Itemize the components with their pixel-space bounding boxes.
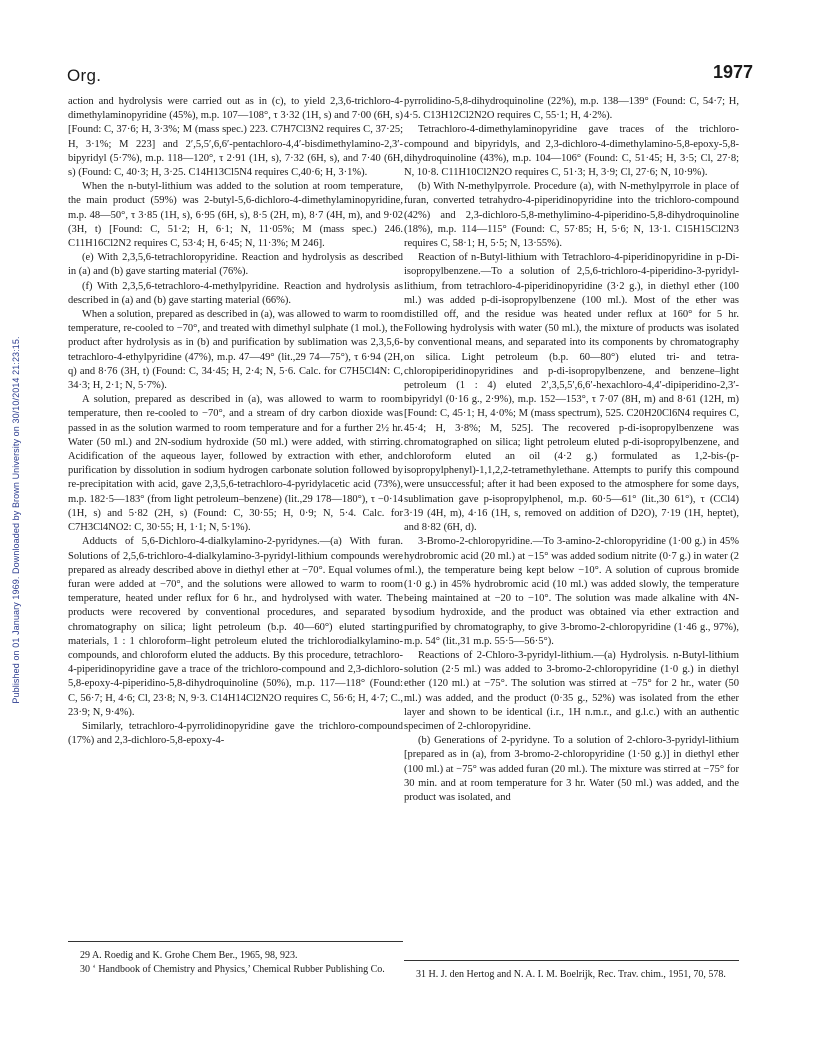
footnote: 29 A. Roedig and K. Grohe Chem Ber., 1965, 98, 923. — [80, 950, 298, 961]
paragraph: (f) With 2,3,5,6-tetrachloro-4-methylpyridine. Reaction and hydrolysis as described in (a) and (b) gave starting material (66%). — [68, 280, 403, 306]
footnote: 31 H. J. den Hertog and N. A. I. M. Boelrijk, Rec. Trav. chim., 1951, 70, 578. — [416, 969, 726, 980]
download-watermark — [8, 130, 24, 910]
right-column — [404, 95, 739, 955]
paragraph: 3-Bromo-2-chloropyridine.—To 3-amino-2-chloropyridine (1·00 g.) in 45% hydrobromic acid (20 ml.) at −15° was added sodium nitrite (0·7 g.) in water (2 ml.), the temperature being kept below −10°. A solution of cuprous bromide (1·0 g.) in 45% hydrobromic acid (10 ml.) was added slowly, the temperature being maintained at −20 to −10°. The solution was made alkaline with 4N-sodium hydroxide, and the product was obtained via ether extraction and purified by chromatography, to give 3-bromo-2-chloropyridine (1·46 g., 97%), m.p. 54° (lit.,31 m.p. 55·5—56·5°). — [404, 536, 739, 647]
paragraph: (b) With N-methylpyrrole. Procedure (a), with N-methylpyrrole in place of furan, converted tetrahydro-4-piperidinopyridine into the trichloro-compound (42%) and 2,3-dichloro-5,8-methylimino-4-piperidino-5,8-dihydroquinoline (18%), m.p. 114—115° (Found: C, 57·85; H, 5·6; N, 13·1. C15H15Cl2N3 requires C, 58·1; H, 5·5; N, 13·55%). — [404, 181, 739, 250]
running-head: Org. — [67, 66, 102, 85]
paragraph: Reaction of n-Butyl-lithium with Tetrachloro-4-piperidinopyridine in p-Di-isopropylbenzene.—To a solution of 2,5,6-trichloro-4-piperidino-3-pyridyl-lithium, from tetrachloro-4-piperidinopyridine (3·2 g.), in diethyl ether (100 ml.) was added p-di-isopropylbenzene (100 ml.). Most of the ether was distilled off, and the residue was heated under reflux at 160° for 5 hr. Following hydrolysis with water (50 ml.), the mixture of products was isolated by conventional means, and separated into its components by chromatography on silica. Light petroleum (b.p. 60—80°) eluted tri- and tetra-chloropiperidinopyridines and p-di-isopropylbenzene, and benzene–light petroleum (1 : 4) eluted 2′,3,5,5′,6,6′-hexachloro-4,4′-dipiperidino-2,3′-bipyridyl (0·16 g., 2·9%), m.p. 152—153°, τ 7·07 (8H, m) and 8·61 (12H, m) [Found: C, 45·1; H, 4·0%; M (mass spectrum), 525. C20H20Cl6N4 requires C, 45·4; H, 3·8%; M, 525]. The recovered p-di-isopropylbenzene was chromatographed on silica; light petroleum eluted p-di-isopropylbenzene, and chloroform eluted an oil (4·2 g.) formulated as 1,2-bis-(p-isopropylphenyl)-1,1,2,2-tetramethylethane. Attempts to purify this compound were unsuccessful; after it had been exposed to the atmosphere for some days, sublimation gave p-isopropylphenol, m.p. 60·5—61° (lit.,30 61°), τ (CCl4) 3·19 (4H, m), 4·16 (1H, s, removed on addition of D2O), 7·19 (1H, heptet), and 8·82 (6H, d). — [404, 252, 739, 534]
footnote: 30 ‘ Handbook of Chemistry and Physics,’ Chemical Rubber Publishing Co. — [80, 964, 385, 975]
paragraph: Tetrachloro-4-dimethylaminopyridine gave traces of the trichloro-compound and bipyridyls, and 2,3-dichloro-4-dimethylamino-5,8-epoxy-5,8-dihydroquinoline (43%), m.p. 104—106° (Found: C, 51·45; H, 3·5; Cl, 27·8; N, 10·8. C11H10Cl2N2O requires C, 51·3; H, 3·9; Cl, 27·6; N, 10·9%). — [404, 124, 739, 179]
left-column — [68, 95, 403, 935]
paragraph: (b) Generations of 2-pyridyne. To a solution of 2-chloro-3-pyridyl-lithium [prepared as in (a), from 3-bromo-2-chloropyridine (1·50 g.)] in diethyl ether (100 ml.) at −75° was added furan (20 ml.). The mixture was stirred at −75° for 30 min. and at room temperature for 3 hr. Water (50 ml.) was added, and the product was isolated, and — [404, 735, 739, 803]
download-notice: Published on 01 January 1969. Downloaded by Brown University on 30/10/2014 21:23:15. — [11, 336, 21, 704]
footnotes-right — [404, 960, 739, 982]
footnotes-left — [68, 941, 403, 977]
paragraph: action and hydrolysis were carried out as in (c), to yield 2,3,6-trichloro-4-dimethylaminopyridine (45%), m.p. 107—108°, τ 3·32 (1H, s) and 7·00 (6H, s) [Found: C, 37·6; H, 3·3%; M (mass spec.) 223. C7H7Cl3N2 requires C, 37·25; H, 3·1%; M 223] and 2′,5,5′,6,6′-pentachloro-4,4′-bisdimethylamino-2,3′-bipyridyl (5·7%), m.p. 118—120°, τ 2·91 (1H, s), 7·32 (6H, s), and 7·40 (6H, s) (Found: C, 40·3; H, 3·25. C14H13Cl5N4 requires C,40·6; H, 3·1%). — [68, 96, 403, 179]
paragraph: Adducts of 5,6-Dichloro-4-dialkylamino-2-pyridynes.—(a) With furan. Solutions of 2,5,6-trichloro-4-dialkylamino-3-pyridyl-lithium compounds were prepared as already described above in diethyl ether at −70°. Equal volumes of furan were added at −70°, and the solutions were allowed to warm to room temperature, heated under reflux for 6 hr., and hydrolysed with water. The products were recovered by conventional procedures, and separated by chromatography on silica; light petroleum (b.p. 40—60°) eluted starting materials, 1 : 1 chloroform–light petroleum eluted the trichlorodialkylamino-compounds, and chloroform eluted the adducts. By this procedure, tetrachloro-4-piperidinopyridine gave a trace of the trichloro-compound and 2,3-dichloro-5,8-epoxy-4-piperidino-5,8-dihydroquinoline (50%), m.p. 117—118° (Found: C, 56·7; H, 4·6; Cl, 23·8; N, 9·3. C14H14Cl2N2O requires C, 56·6; H, 4·7; C., 23·9; N, 9·4%). — [68, 536, 403, 718]
paragraph: (e) With 2,3,5,6-tetrachloropyridine. Reaction and hydrolysis as described in (a) and (b) gave starting material (76%). — [68, 252, 403, 278]
paragraph: Reactions of 2-Chloro-3-pyridyl-lithium.—(a) Hydrolysis. n-Butyl-lithium solution (2·5 ml.) was added to 3-bromo-2-chloropyridine (1·0 g.) in diethyl ether (120 ml.) at −75°. The solution was stirred at −75° for 2 hr., water (50 ml.) was added, and the product (0·35 g., 52%) was isolated from the ether layer and shown to be identical (i.r., 1H n.m.r., and g.l.c.) with an authentic specimen of 2-chloropyridine. — [404, 649, 739, 732]
paragraph: A solution, prepared as described in (a), was allowed to warm to room temperature, then re-cooled to −70°, and a stream of dry carbon dioxide was passed in as the solution warmed to room temperature and for a further 2½ hr. Water (50 ml.) and 2N-sodium hydroxide (50 ml.) were added, with stirring. Acidification of the aqueous layer, followed by extraction with ether, and purification by dissolution in sodium hydrogen carbonate solution followed by re-precipitation with acid, gave 2,3,5,6-tetrachloro-4-pyridylacetic acid (73%), m.p. 182·5—183° (from light petroleum–benzene) (lit.,29 178—180°), τ −0·14 (1H, s) and 5·82 (2H, s) (Found: C, 30·55; H, 0·9; N, 5·4. Calc. for C7H3Cl4NO2: C, 30·55; H, 1·1; N, 5·1%). — [68, 394, 403, 534]
paragraph: Similarly, tetrachloro-4-pyrrolidinopyridine gave the trichloro-compound (17%) and 2,3-dichloro-5,8-epoxy-4- — [68, 720, 403, 747]
paragraph: pyrrolidino-5,8-dihydroquinoline (22%), m.p. 138—139° (Found: C, 54·7; H, 4·5. C13H12Cl2N2O requires C, 55·1; H, 4·2%). — [404, 96, 739, 122]
page-number: 1977 — [712, 62, 753, 82]
paragraph: When a solution, prepared as described in (a), was allowed to warm to room temperature, re-cooled to −70°, and treated with dimethyl sulphate (1 mol.), the product after hydrolysis as in (b) and purification by sublimation was 2,3,5,6-tetrachloro-4-ethylpyridine (47%), m.p. 47—49° (lit.,29 74—75°), τ 6·94 (2H, q) and 8·76 (3H, t) (Found: C, 34·45; H, 2·4; N, 5·6. Calc. for C7H5Cl4N: C, 34·3; H, 2·1; N, 5·7%). — [68, 309, 403, 392]
paragraph: When the n-butyl-lithium was added to the solution at room temperature, the main product (59%) was 2-butyl-5,6-dichloro-4-dimethylaminopyridine, m.p. 48—50°, τ 3·85 (1H, s), 6·95 (6H, s), 8·5 (2H, m), 8·7 (4H, m), and 9·02 (3H, t) [Found: C, 51·2; H, 6·1; N, 11·05%; M (mass spec.) 246. C11H16Cl2N2 requires C, 53·4; H, 6·45; N, 11·3%; M 246]. — [68, 181, 403, 250]
